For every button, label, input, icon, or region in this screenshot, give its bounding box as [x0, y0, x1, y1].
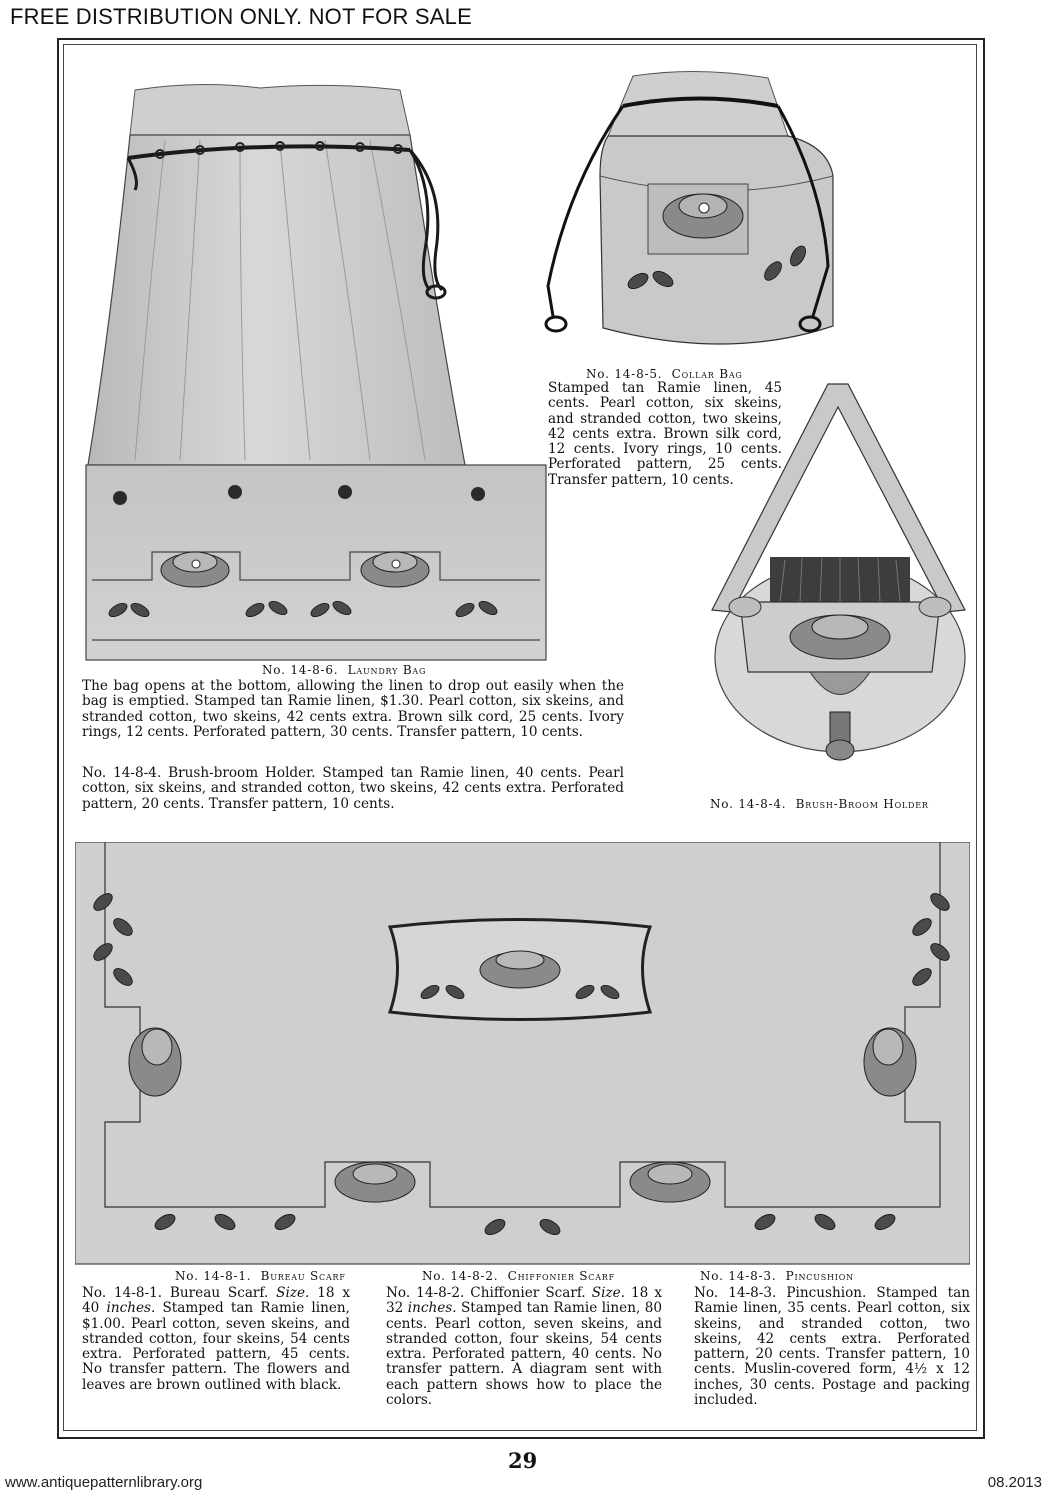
text-bureau-scarf: No. 14-8-1. Bureau Scarf. Size. 18 x 40 inches. Stamped tan Ramie linen, $1.00. Pearl cotton, seven skeins, and stranded cotton, four skeins, 54 cents extra. Perforated pattern, 45 cents. No transfer pattern. The flowers and leaves are brown outlined with black. [82, 1285, 351, 1393]
caption-chiffonier-scarf: No. 14-8-2. Chiffonier Scarf [422, 1269, 615, 1283]
bureau-scarf-illustration [75, 842, 970, 1267]
text-collar-bag: Stamped tan Ramie linen, 45 cents. Pearl cotton, six skeins, and stranded cotton, two skeins, 42 cents extra. Brown silk cord, 12 cents. Ivory rings, 10 cents. Perforated pattern, 25 cents. Transfer pattern, 10 cents. [548, 380, 782, 488]
footer-date: 08.2013 [987, 1474, 1042, 1491]
caption-pincushion: No. 14-8-3. Pincushion [700, 1269, 854, 1283]
text-chiffonier-scarf: No. 14-8-2. Chiffonier Scarf. Size. 18 x 32 inches. Stamped tan Ramie linen, 80 cents. Pearl cotton, seven skeins, and stranded cotton, four skeins, 54 cents extra. Perforated pattern, 40 cents. No transfer pattern. A diagram sent with each pattern shows how to place the colors. [386, 1285, 662, 1409]
caption-bureau-scarf: No. 14-8-1. Bureau Scarf [175, 1269, 346, 1283]
footer-url[interactable]: www.antiquepatternlibrary.org [5, 1474, 203, 1491]
page-number: 29 [508, 1448, 538, 1473]
laundry-bag-illustration [80, 80, 550, 670]
text-pincushion: No. 14-8-3. Pincushion. Stamped tan Ramie linen, 35 cents. Pearl cotton, six skeins, and stranded cotton, two skeins, 42 cents extra. Perforated pattern, 20 cents. Transfer pattern, 10 cents. Muslin-covered form, 4½ x 12 inches, 30 cents. Postage and packing included. [694, 1285, 970, 1409]
distribution-notice: FREE DISTRIBUTION ONLY. NOT FOR SALE [10, 4, 472, 29]
caption-brush-broom-holder: No. 14-8-4. Brush-Broom Holder [710, 797, 929, 811]
text-brush-broom-holder: No. 14-8-4. Brush-broom Holder. Stamped tan Ramie linen, 40 cents. Pearl cotton, six skeins, and stranded cotton, two skeins, 42 cents extra. Perforated pattern, 20 cents. Transfer pattern, 10 cents. [82, 765, 624, 812]
caption-collar-bag: No. 14-8-5. Collar Bag [586, 367, 743, 381]
caption-laundry-bag: No. 14-8-6. Laundry Bag [262, 663, 427, 677]
text-laundry-bag: The bag opens at the bottom, allowing the linen to drop out easily when the bag is emptied. Stamped tan Ramie linen, $1.30. Pearl cotton, six skeins, and stranded cotton, two skeins, 42 cents extra. Brown silk cord, 25 cents. Ivory rings, 12 cents. Perforated pattern, 30 cents. Transfer pattern, 10 cents. [82, 678, 624, 740]
collar-bag-illustration [528, 66, 848, 366]
